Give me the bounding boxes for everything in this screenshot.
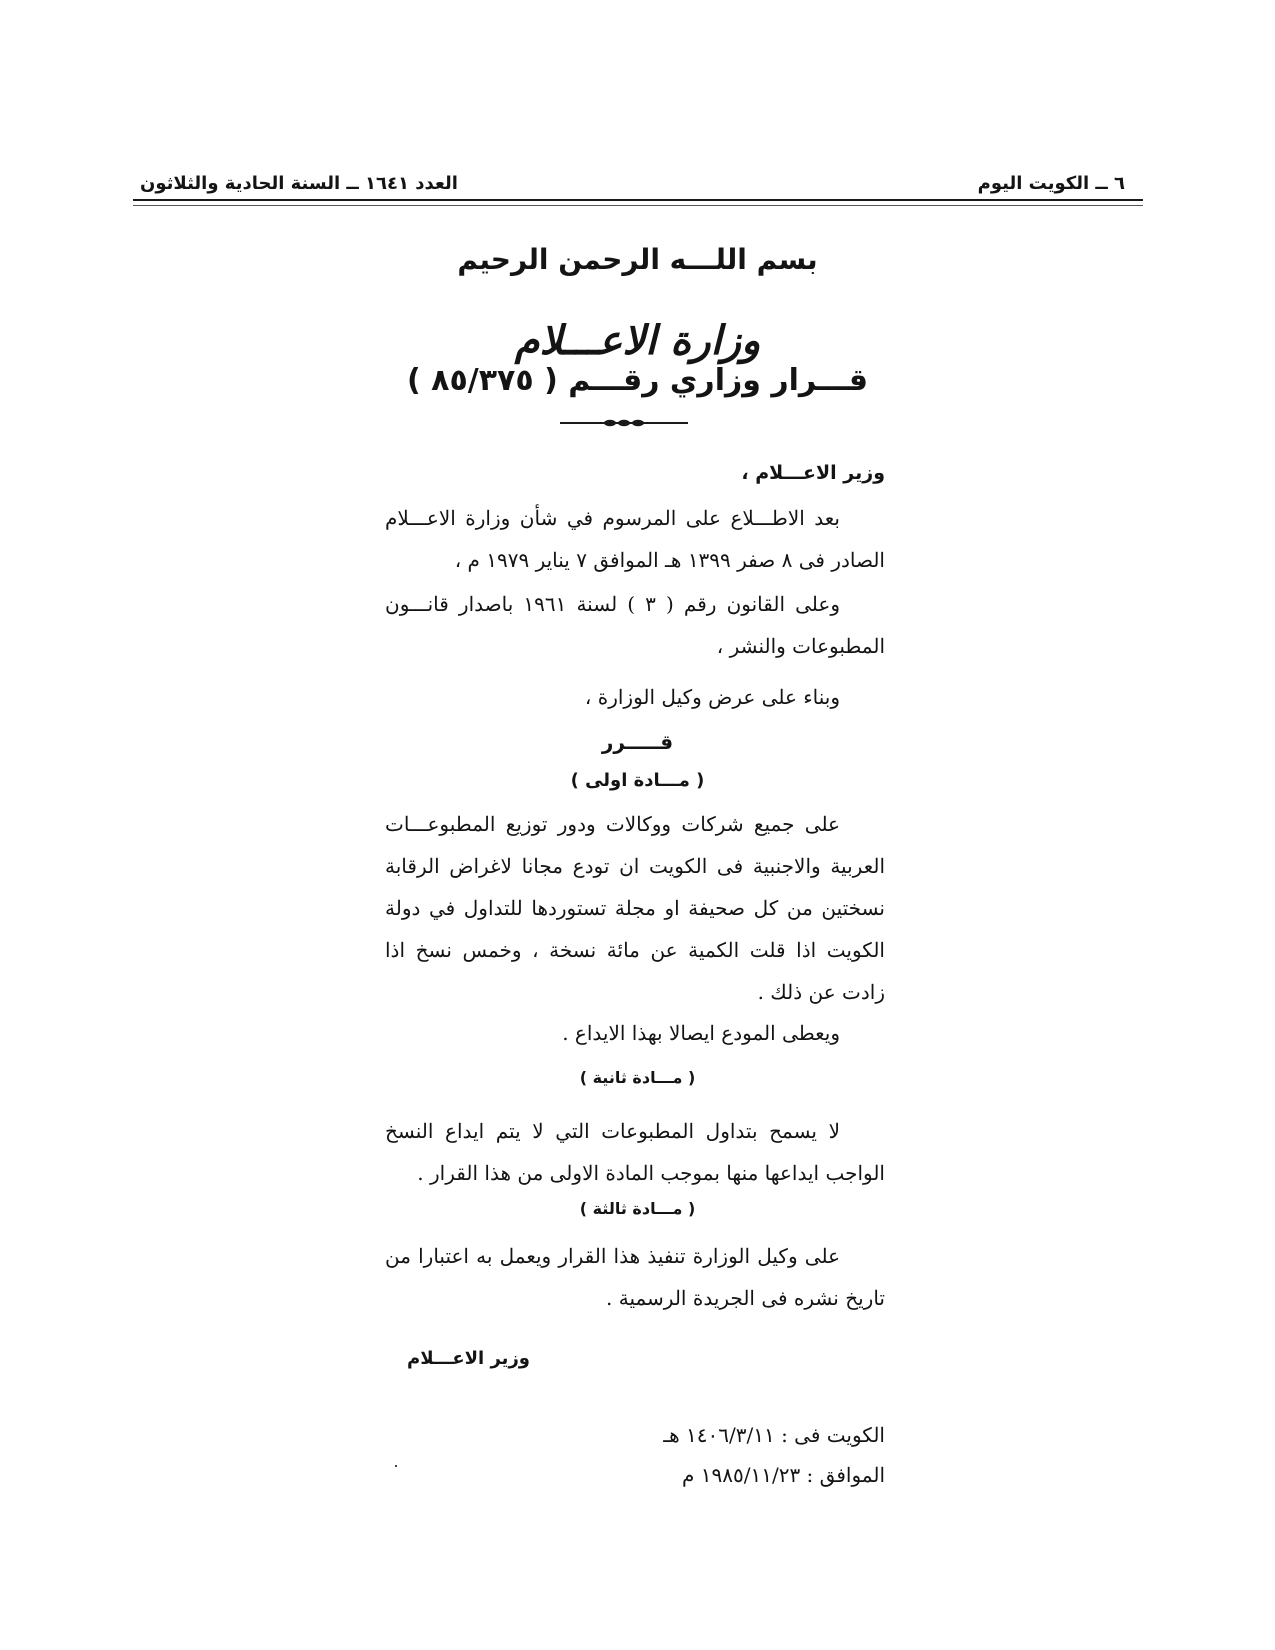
ministry-title: وزارة الاعـــلام — [514, 318, 761, 364]
article-1-receipt: ويعطى المودع ايصالا بهذا الايداع . — [562, 1021, 840, 1045]
decided-heading: قـــــرر — [601, 730, 674, 754]
recital-3: وبناء على عرض وكيل الوزارة ، — [584, 685, 840, 709]
page-header-left: العدد ١٦٤١ ــ السنة الحادية والثلاثون — [140, 173, 458, 194]
scan-speck — [395, 1465, 397, 1467]
decree-title: قـــرار وزاري رقـــم ( ٨٥/٣٧٥ ) — [407, 363, 868, 398]
article-3-text: على وكيل الوزارة تنفيذ هذا القرار ويعمل به اعتبارا من تاريخ نشره فى الجريدة الرسمية . — [385, 1244, 885, 1310]
article-1-text: على جميع شركات ووكالات ودور توزيع المطبوعـــات العربية والاجنبية فى الكويت ان تودع مجانا لاغراض الرقابة نسختين من كل صحيفة او مجلة تستوردها للتداول في دولة الكويت اذا قلت الكمية عن مائة نسخة ، وخمس نسخ اذا زادت عن ذلك . — [385, 812, 885, 1004]
header-rule-thin — [133, 205, 1143, 206]
recital-1: بعد الاطـــلاع على المرسوم في شأن وزارة الاعـــلام الصادر فى ٨ صفر ١٣٩٩ هـ الموافق ٧ يناير ١٩٧٩ م ، — [385, 506, 885, 572]
page-header-right: ٦ ــ الكويت اليوم — [977, 173, 1125, 194]
date-hijri: الكويت فى : ١٤٠٦/٣/١١ هـ — [663, 1423, 885, 1447]
article-2-heading: ( مـــادة ثانية ) — [579, 1068, 696, 1087]
article-3-heading: ( مـــادة ثالثة ) — [579, 1199, 696, 1218]
article-1-heading: ( مـــادة اولى ) — [570, 770, 705, 791]
addressee: وزير الاعـــلام ، — [741, 462, 885, 484]
article-2-text: لا يسمح بتداول المطبوعات التي لا يتم ايداع النسخ الواجب ايداعها منها بموجب المادة الاولى من هذا القرار . — [385, 1119, 885, 1185]
header-rule — [133, 199, 1143, 201]
recital-2: وعلى القانون رقم ( ٣ ) لسنة ١٩٦١ باصدار قانـــون المطبوعات والنشر ، — [385, 592, 885, 658]
basmala: بسم اللـــه الرحمن الرحيم — [457, 243, 818, 276]
signature: وزير الاعـــلام — [407, 1348, 530, 1369]
ornament-divider — [560, 418, 688, 428]
date-gregorian: الموافق : ١٩٨٥/١١/٢٣ م — [682, 1463, 885, 1487]
